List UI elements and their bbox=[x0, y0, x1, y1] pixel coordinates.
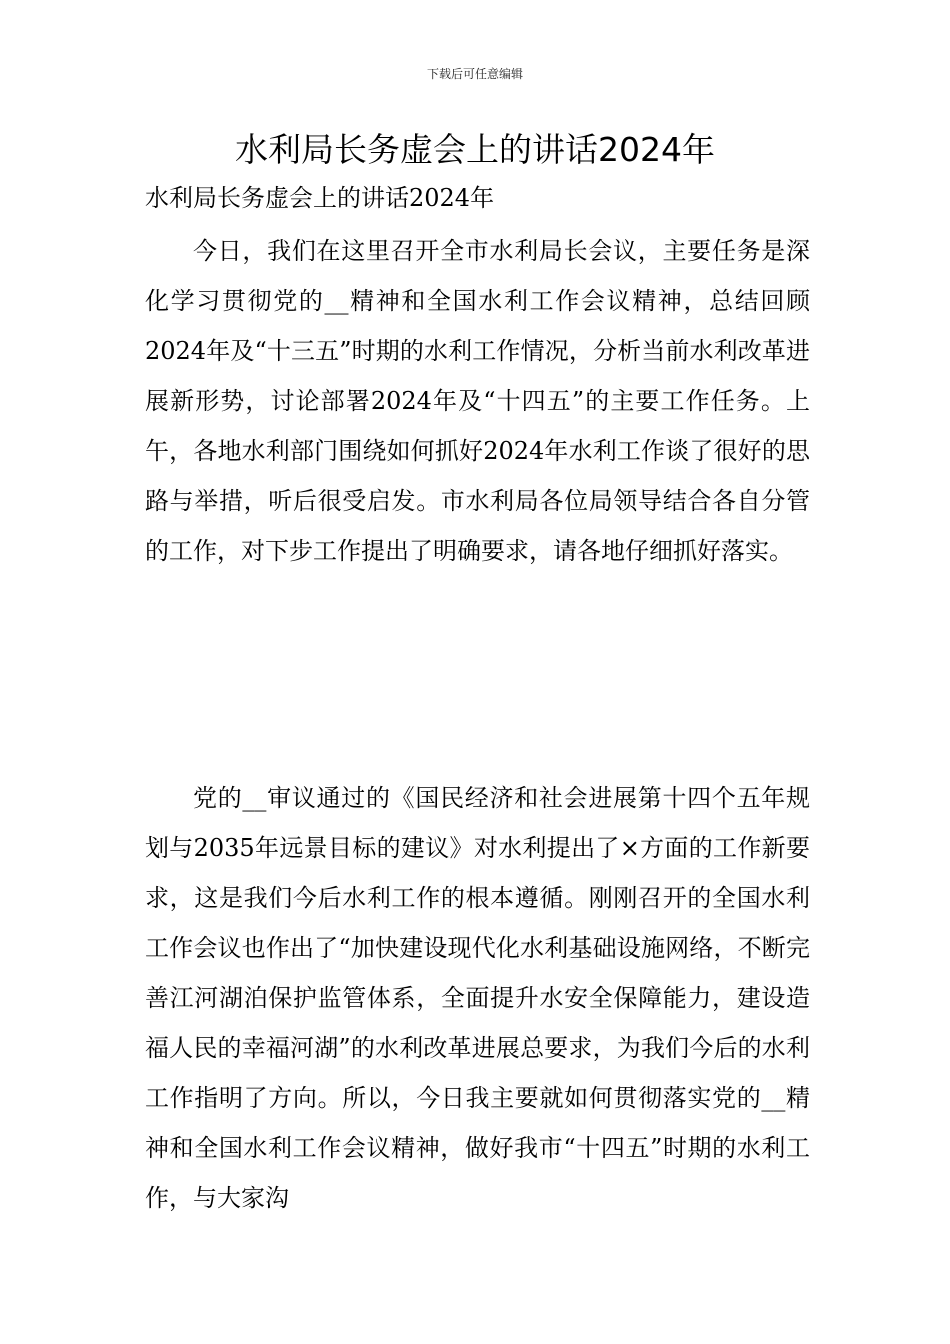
document-title: 水利局长务虚会上的讲话2024年 bbox=[235, 130, 715, 169]
paragraph-opening: 今日，我们在这里召开全市水利局长会议，主要任务是深化学习贯彻党的__精神和全国水利工作会议精神，总结回顾2024年及“十三五”时期的水利工作情况，分析当前水利改革进展新形势，讨论部署2024年及“十四五”的主要工作任务。上午，各地水利部门围绕如何抓好2024年水利工作谈了很好的思路与举措，听后很受启发。市水利局各位局领导结合各自分管的工作，对下步工作提出了明确要求，请各地仔细抓好落实。 bbox=[145, 237, 810, 565]
paragraph-requirements: 党的__审议通过的《国民经济和社会进展第十四个五年规划与2035年远景目标的建议》对水利提出了×方面的工作新要求，这是我们今后水利工作的根本遵循。刚刚召开的全国水利工作会议也作出了“加快建设现代化水利基础设施网络，不断完善江河湖泊保护监管体系，全面提升水安全保障能力，建设造福人民的幸福河湖”的水利改革进展总要求，为我们今后的水利工作指明了方向。所以，今日我主要就如何贯彻落实党的__精神和全国水利工作会议精神，做好我市“十四五”时期的水利工作，与大家沟 bbox=[145, 784, 810, 1212]
header-note: 下载后可任意编辑 bbox=[426, 67, 523, 81]
document-subtitle: 水利局长务虚会上的讲话2024年 bbox=[145, 184, 495, 212]
